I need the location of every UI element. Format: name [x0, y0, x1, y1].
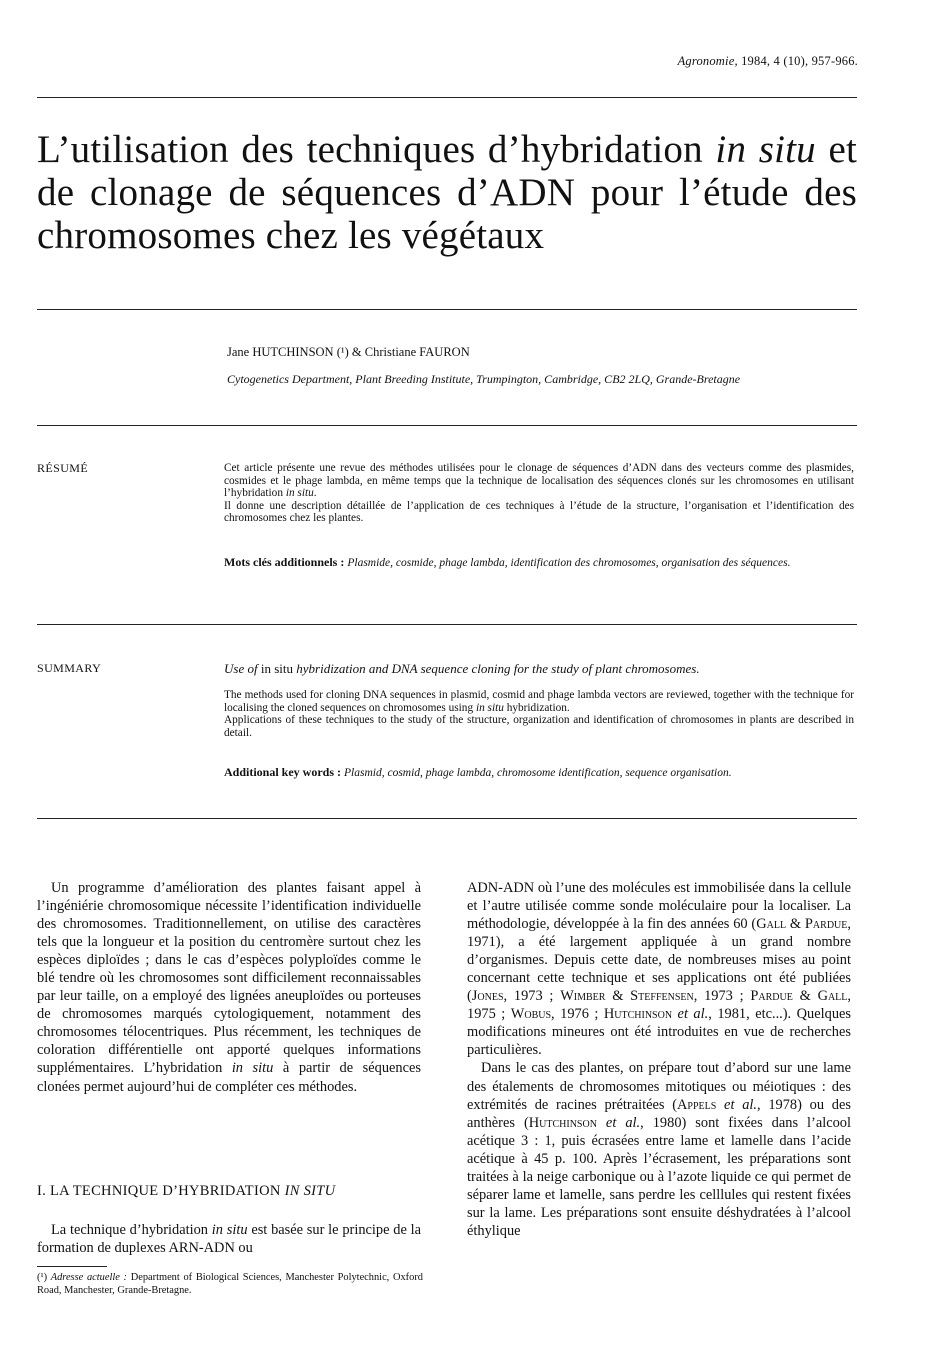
footnote-rule — [37, 1266, 107, 1267]
top-rule — [37, 97, 857, 98]
ref-wimber-steffensen: Wimber & Steffensen — [560, 988, 694, 1005]
summary-keywords — [224, 765, 854, 780]
ref-hutchinson-1981: Hutchinson — [603, 1006, 673, 1023]
right-paragraph-2 — [467, 1059, 851, 1239]
rp2-b: , 1978) ou des anthères ( — [467, 1096, 851, 1131]
rp1-a: ADN-ADN où l’une des molécules est immobilisée dans la cellule et l’autre utilisée comme sonde moléculaire pour la localiser. La méthodologie, développée à la fin des années 60 ( — [467, 880, 851, 933]
section-heading-in-situ: IN SITU — [284, 1183, 336, 1199]
resume-paragraph-2: Il donne une description détaillée de l’application de ces techniques à l’étude de la structure, l’organisation et l’identification des chromosomes chez les plantes. — [224, 499, 854, 525]
rp2-a: Dans le cas des plantes, on prépare tout d’abord sur une lame des étalements de chromosomes mitotiques ou méiotiques : des extrémités de racines prétraitées ( — [467, 1060, 851, 1113]
resume-rule — [37, 624, 857, 625]
resume-p1-text: Cet article présente une revue des méthodes utilisées pour le clonage de séquences d’ADN dans des vecteurs comme des plasmides, cosmides et le phage lambda, en même temps que la technique de localisation des séquences clonés sur les chromosomes en utilisant l’hybridation — [224, 462, 854, 500]
journal-name: Agronomie, — [677, 54, 738, 68]
intro-text: Un programme d’amélioration des plantes faisant appel à l’ingéniérie chromosomique nécessite l’identification individuelle des chromosomes. Traditionnellement, on utilise des caractères tels que la longueur et la position du centromère surtout chez les espèces diploïdes ; dans le cas d’espèces polyploïdes comme le blé tendre où les chromosomes sont difficilement reconnaissables par leur taille, on a employé des lignées aneuploïdes ou porteuses de chromosomes marqués cytologiquement, notamment des chromosomes télocentriques. Plus récemment, les techniques de coloration différentielle ont apporté quelques informations supplémentaires. L’hybridation — [37, 880, 421, 1077]
ref-appels: Appels — [677, 1096, 717, 1113]
right-paragraph-1 — [467, 879, 851, 1059]
summary-label: SUMMARY — [37, 661, 102, 675]
technique-text: La technique d’hybridation — [51, 1222, 212, 1238]
summary-paragraph-1 — [224, 689, 854, 714]
title-part-1: L’utilisation des techniques d’hybridation — [37, 128, 716, 171]
authors: Jane HUTCHINSON (¹) & Christiane FAURON — [227, 345, 470, 359]
authors-rule — [37, 425, 857, 426]
body-left-p2 — [37, 1221, 421, 1257]
summary-rule — [37, 818, 857, 819]
body-left-intro — [37, 879, 421, 1096]
summary-paragraph-2: Applications of these techniques to the study of the structure, organization and identification of chromosomes in plants are described in detail. — [224, 714, 854, 739]
ref-jones: Jones — [471, 988, 504, 1005]
rp1-b: , 1971), a été largement appliquée à un grand nombre d’organismes. Depuis cette date, de nombreuses mises au point concernant cette technique et ses applications ont été publiées ( — [467, 916, 851, 1005]
resume-paragraph-1 — [224, 462, 854, 500]
summary-keywords-values: Plasmid, cosmid, phage lambda, chromosome identification, sequence organisation. — [344, 767, 732, 779]
rp1-c: , 1973 ; — [503, 988, 561, 1005]
intro-paragraph — [37, 879, 421, 1096]
resume-abstract — [224, 462, 854, 525]
summary-abstract — [224, 689, 854, 739]
section-heading-1 — [37, 1183, 335, 1200]
rp2-et-al-2: et al. — [596, 1114, 641, 1131]
rp1-g: , 1981, etc...). Quelques modifications mineures ont été introduites en vue de recherches particulières. — [467, 1006, 851, 1059]
section-heading-text: I. LA TECHNIQUE D’HYBRIDATION — [37, 1183, 285, 1199]
journal-volume-pages: 1984, 4 (10), 957-966. — [737, 54, 858, 68]
summary-title-in-situ: in situ — [257, 661, 297, 676]
rp1-f: , 1976 ; — [551, 1006, 604, 1023]
title-rule — [37, 309, 857, 310]
technique-paragraph — [37, 1221, 421, 1257]
rp2-c: , 1980) sont fixées dans l’alcool acétique 3 : 1, puis écrasées entre lame et lamelle dans l’acide acétique à 45 p. 100. Après l’écrasement, les préparations sont traitées à la neige carbonique ou à l’azote liquide ce qui permet de séparer lame et lamelle, sans perdre les celllules qui restent fixées sur la lame. Les préparations sont ensuite déshydratées à l’alcool éthylique — [467, 1114, 852, 1239]
summary-title-a: Use of — [224, 661, 258, 676]
summary-keywords-label: Additional key words : — [224, 765, 342, 779]
footnote-mark: (¹) — [37, 1272, 51, 1283]
resume-keywords — [224, 555, 854, 570]
rp1-d: , 1973 ; — [693, 988, 751, 1005]
rp2-et-al-1: et al. — [716, 1096, 757, 1113]
rp1-e: , 1975 ; — [467, 988, 852, 1023]
article-title — [37, 128, 857, 257]
technique-end: est basée sur le principe de la formation de duplexes ARN-ADN ou — [37, 1222, 421, 1257]
resume-p1-in-situ: in situ — [285, 487, 314, 500]
summary-title — [224, 661, 854, 677]
title-part-2: et de clonage de séquences d’ADN pour l’étude des chromosomes chez les végétaux — [37, 128, 857, 257]
ref-pardue-gall: Pardue & Gall — [750, 988, 848, 1005]
intro-in-situ: in situ — [231, 1060, 274, 1077]
resume-keywords-label: Mots clés additionnels : — [224, 555, 345, 569]
footnote — [37, 1271, 423, 1297]
summary-title-c: hybridization and DNA sequence cloning for the study of plant chromosomes. — [296, 661, 700, 676]
summary-p1-text: The methods used for cloning DNA sequences in plasmid, cosmid and phage lambda vectors are reviewed, together with the technique for localising the cloned sequences on chromosomes using — [224, 689, 854, 714]
footnote-label: Adresse actuelle : — [50, 1272, 128, 1283]
footnote-text: Department of Biological Sciences, Manchester Polytechnic, Oxford Road, Manchester, Grande-Bretagne. — [37, 1272, 423, 1296]
affiliation: Cytogenetics Department, Plant Breeding Institute, Trumpington, Cambridge, CB2 2LQ, Grande-Bretagne — [227, 372, 741, 386]
title-in-situ: in situ — [715, 128, 816, 171]
ref-wobus: Wobus — [510, 1006, 552, 1023]
resume-label: RÉSUMÉ — [37, 461, 89, 475]
body-right-column — [467, 879, 851, 1240]
journal-reference — [678, 54, 858, 69]
summary-p1-in-situ: in situ — [475, 701, 504, 714]
ref-gall-pardue: Gall & Pardue — [756, 916, 848, 933]
technique-in-situ: in situ — [211, 1222, 248, 1238]
resume-p1-end: . — [313, 487, 317, 500]
rp1-et-al: et al. — [672, 1006, 709, 1023]
ref-hutchinson-1980: Hutchinson — [528, 1114, 597, 1131]
intro-end: à partir de séquences clonées permet aujourd’hui de compléter ces méthodes. — [37, 1060, 421, 1095]
resume-keywords-values: Plasmide, cosmide, phage lambda, identification des chromosomes, organisation des séquences. — [347, 557, 791, 569]
summary-p1-end: hybridization. — [503, 701, 570, 714]
